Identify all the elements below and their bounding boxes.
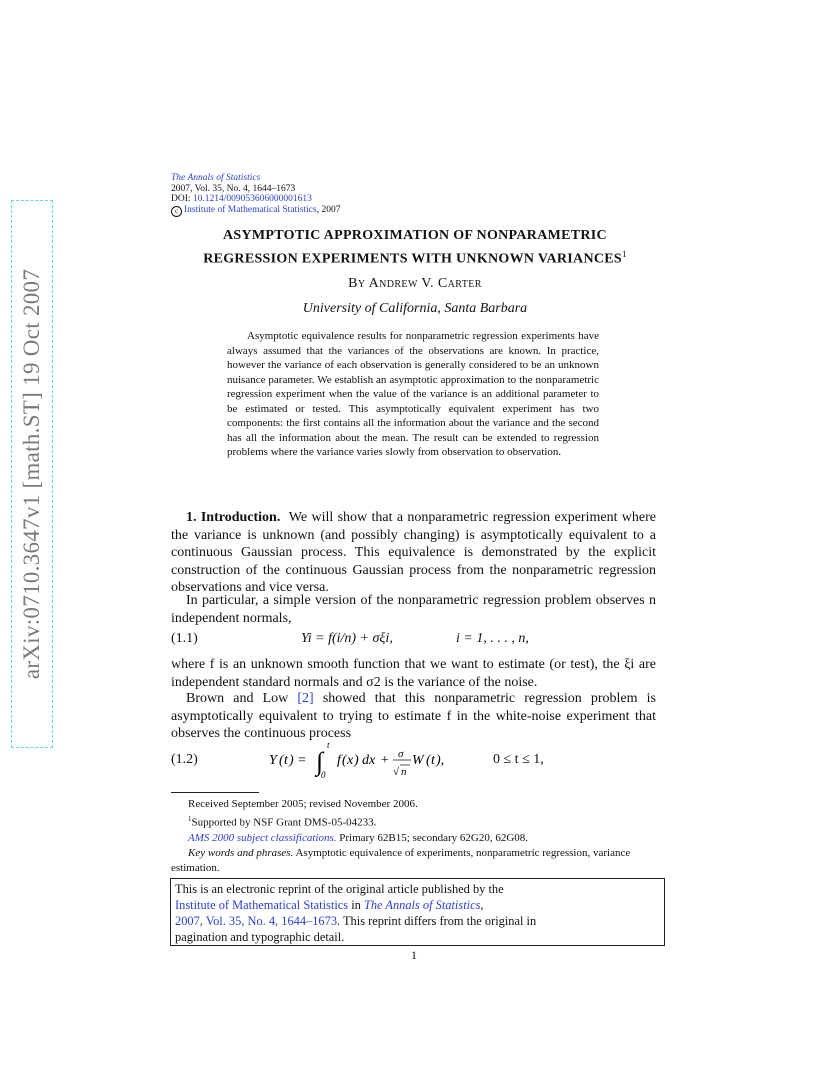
title-footnote-mark: 1 [622,249,627,259]
footnote-divider [171,792,259,793]
citation-issue-link[interactable]: 2007, Vol. 35, No. 4, 1644–1673 [175,914,338,928]
keywords-text: Asymptotic equivalence of experiments, nonparametric regression, variance estimation. [171,847,631,875]
journal-name-link[interactable]: The Annals of Statistics [363,898,481,912]
reprint-line-3-rest: . This reprint differs from the original in [337,914,537,928]
author-line [130,276,700,292]
reprint-in: in [348,898,364,912]
reprint-line-2 [175,897,660,913]
reprint-line-4: pagination and typographic detail. [175,930,345,944]
keywords-label: Key words and phrases. [188,847,294,860]
equation-formula: Yi = f(i/n) + σξi, [301,631,393,646]
citation-link[interactable]: [2] [297,691,314,706]
svg-text:dx: dx [362,753,376,768]
journal-link[interactable]: The Annals of Statistics [171,173,261,183]
svg-text:W: W [412,753,424,768]
svg-text:),: ), [436,753,445,768]
support-text: Supported by NSF Grant DMS-05-04233. [191,816,377,829]
arxiv-side-stamp[interactable] [11,200,53,748]
svg-text:) =: ) = [289,753,307,768]
equation-1-2-render [269,740,484,780]
svg-text:(: ( [342,753,347,768]
reprint-line-3 [175,913,660,929]
keywords [171,846,657,876]
svg-text:∫: ∫ [316,747,324,776]
ams-text: Primary 62B15; secondary 62G20, 62G08. [336,832,529,845]
svg-text:σ: σ [398,748,404,760]
paper-title [130,227,700,269]
page-number: 1 [411,948,417,962]
svg-text:f: f [337,753,341,768]
equation-number: (1.1) [171,631,198,646]
equation-range: i = 1, . . . , n, [456,631,529,646]
intro-paragraph [171,509,656,597]
title-line-1: ASYMPTOTIC APPROXIMATION OF NONPARAMETRIC [223,228,607,243]
paragraph-2: In particular, a simple version of the nonparametric regression problem observes n independent normals, [171,593,656,626]
section-heading: 1. Introduction. [186,510,281,525]
equation-formula [269,740,484,785]
author-name: By Andrew V. Carter [348,276,482,291]
support-note [171,812,657,831]
svg-text:+: + [380,753,390,768]
paragraph-4 [171,690,656,743]
ams-link[interactable]: AMS 2000 subject classifications. [188,832,337,845]
para4-text-after: showed that this nonparametric regression problem is asymptotically equivalent to trying to estimate f in the white-noise experiment that observes the continuous process [171,691,656,742]
svg-text:t: t [431,753,435,768]
equation-1-2 [171,740,656,792]
journal-header [171,173,340,217]
copyright-year: , 2007 [316,204,341,215]
doi-line [171,194,340,205]
svg-text:n: n [401,766,407,778]
reprint-line-1: This is an electronic reprint of the original article published by the [175,882,504,896]
equation-1-1 [171,631,656,651]
arxiv-stamp-text: arXiv:0710.3647v1 [math.ST] 19 Oct 2007 [19,268,44,680]
svg-text:x: x [347,753,354,768]
svg-text:√: √ [393,766,400,778]
svg-text:(: ( [426,753,431,768]
support-mark: 1 [188,815,192,824]
copyright-link[interactable]: Institute of Mathematical Statistics [184,204,317,215]
copyright-line [171,205,340,217]
reprint-comma: , [480,898,484,912]
doi-prefix: DOI: [171,194,193,204]
svg-text:(: ( [279,753,284,768]
title-line-2-text: REGRESSION EXPERIMENTS WITH UNKNOWN VARIANCES [203,251,622,267]
reprint-notice-box [170,878,665,946]
svg-text:): ) [354,753,359,768]
affiliation: University of California, Santa Barbara [302,301,528,316]
volume-line: 2007, Vol. 35, No. 4, 1644–1673 [171,183,296,194]
copyright-symbol: c [171,206,182,217]
para4-text-before: Brown and Low [186,691,298,706]
ams-classification [171,831,657,846]
paragraph-3: where f is an unknown smooth function that we want to estimate (or test), the ξi are independent standard normals and σ2 is the variance of the noise. [171,657,656,690]
title-line-2 [130,245,700,269]
doi-link[interactable]: 10.1214/009053606000001613 [192,194,312,204]
intro-text: We will show that a nonparametric regression experiment where the variance is unknown (and possibly changing) is asymptotically equivalent to a continuous Gaussian process. This equivalence is demonstrated by the explicit construction of the continuous Gaussian process from the nonparametric regression observations and vice versa. [171,510,657,596]
received-note: Received September 2005; revised November 2006. [188,798,418,810]
svg-text:Y: Y [269,753,277,768]
svg-text:0: 0 [321,770,326,780]
svg-text:t: t [327,740,330,750]
svg-text:t: t [284,753,288,768]
abstract: Asymptotic equivalence results for nonparametric regression experiments have always assumed that the variances of the observations are known. In practice, however the variance of each observation is generally considered to be an unknown nuisance parameter. We establish an asymptotic approximation to the nonparametric regression experiment when the value of the variance is an additional parameter to be estimated or tested. This asymptotically equivalent experiment has two components: the first contains all the information about the variance and the second has all the information about the mean. The result can be extended to regression problems where the variance varies slowly from observation to observation. [227,330,599,458]
equation-number: (1.2) [171,752,198,767]
publisher-link[interactable]: Institute of Mathematical Statistics [175,898,349,912]
equation-range: 0 ≤ t ≤ 1, [493,752,544,767]
footnotes [171,797,657,877]
